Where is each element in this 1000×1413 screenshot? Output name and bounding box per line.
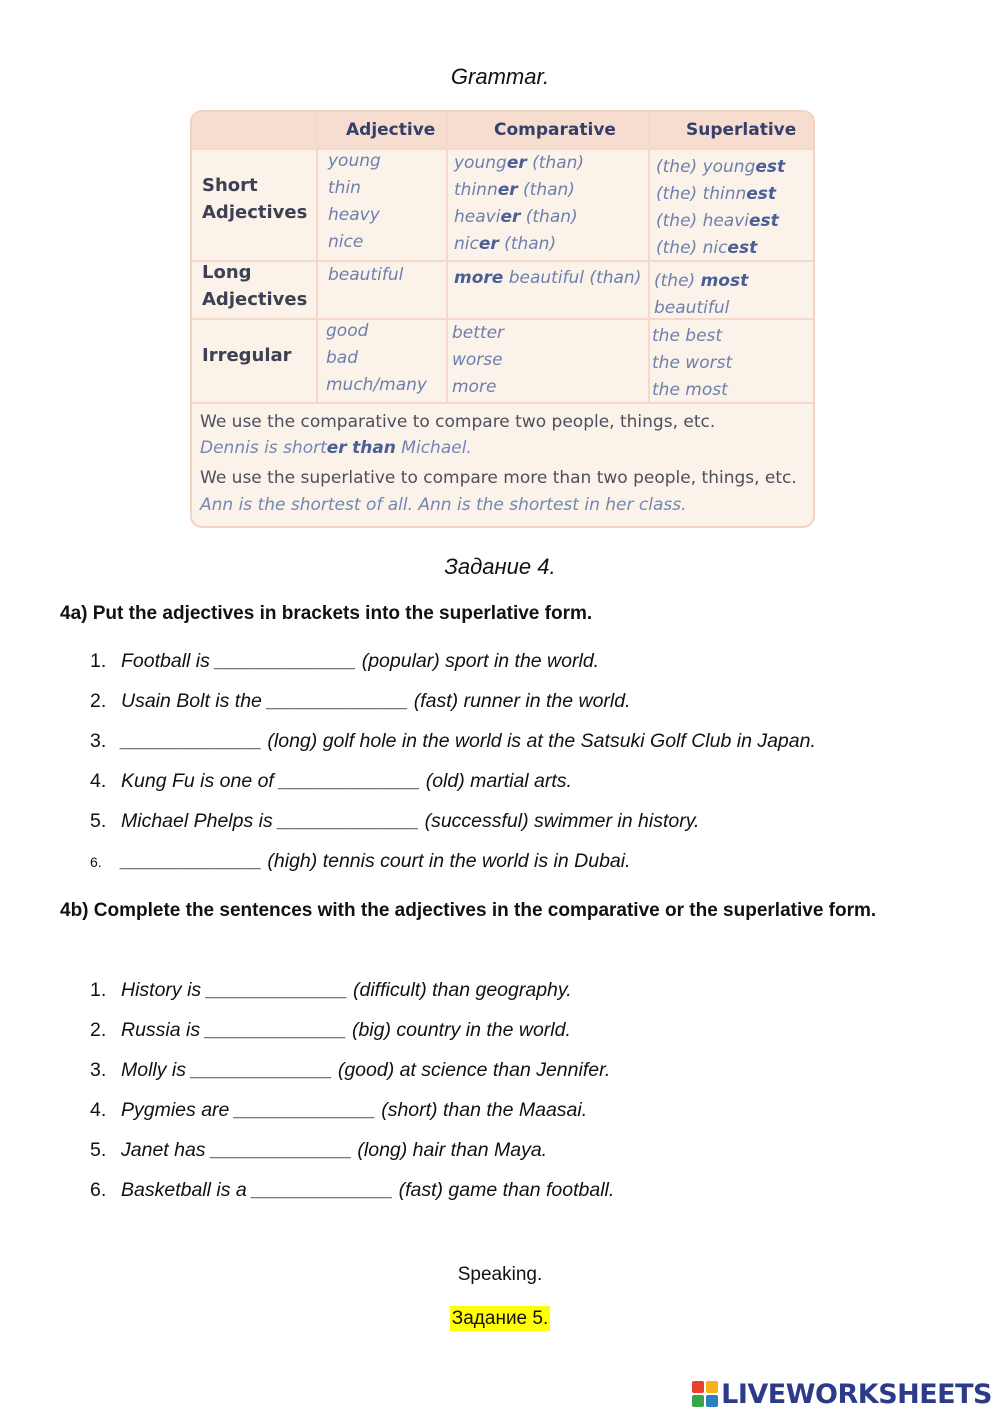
task4a-heading: 4a) Put the adjectives in brackets into the superlative form. (60, 603, 593, 624)
answer-blank[interactable]: _____________ (205, 1019, 347, 1041)
answer-blank[interactable]: _____________ (278, 810, 420, 832)
comparative-example: Dennis is shorter than Michael. (200, 438, 472, 458)
row-label-long: Long Adjectives (202, 262, 308, 310)
row-label-short: Short Adjectives (202, 175, 308, 223)
irregular-superlative-list: the best the worst the most (652, 326, 733, 400)
header-superlative: Superlative (686, 120, 797, 140)
task4-title: Задание 4. (444, 554, 556, 579)
answer-blank[interactable]: _____________ (210, 1139, 352, 1161)
irregular-adjectives-list: good bad much/many (326, 321, 427, 395)
list-item: 3. Molly is _____________ (good) at science than Jennifer. (90, 1059, 611, 1081)
header-adjective: Adjective (346, 120, 436, 140)
superlative-example: Ann is the shortest of all. Ann is the shortest in her class. (200, 495, 687, 515)
answer-blank[interactable]: _____________ (121, 850, 262, 872)
liveworksheets-logo (692, 1378, 992, 1410)
answer-blank[interactable]: _____________ (206, 979, 348, 1001)
answer-blank[interactable]: _____________ (267, 690, 409, 712)
task4b-list (90, 979, 614, 1219)
answer-blank[interactable]: _____________ (215, 650, 357, 672)
short-comparative-list: younger (than) thinner (than) heavier (than) nicer (than) (454, 153, 585, 254)
list-item: 4. Pygmies are _____________ (short) than the Maasai. (90, 1099, 588, 1121)
speaking-title: Speaking. (457, 1264, 543, 1285)
task5-title: Задание 5. (451, 1308, 549, 1329)
row-label-irregular: Irregular (202, 345, 292, 366)
answer-blank[interactable]: _____________ (121, 730, 262, 752)
answer-blank[interactable]: _____________ (234, 1099, 376, 1121)
header-comparative: Comparative (494, 120, 616, 140)
superlative-rule: We use the superlative to compare more than two people, things, etc. (200, 468, 797, 488)
comparative-rule: We use the comparative to compare two people, things, etc. (200, 412, 716, 432)
logo-icon (692, 1381, 718, 1407)
answer-blank[interactable]: _____________ (191, 1059, 333, 1081)
list-item: 2. Usain Bolt is the _____________ (fast) runner in the world. (90, 690, 631, 712)
list-item: 6. _____________ (high) tennis court in the world is in Dubai. (90, 850, 631, 872)
list-item: 4. Kung Fu is one of _____________ (old) martial arts. (90, 770, 572, 792)
list-item: 6. Basketball is a _____________ (fast) game than football. (90, 1179, 615, 1201)
list-item: 3. _____________ (long) golf hole in the world is at the Satsuki Golf Club in Japan. (90, 730, 816, 752)
short-superlative-list: (the) youngest (the) thinnest (the) heaviest (the) nicest (656, 157, 786, 258)
long-superlative: (the) most beautiful (654, 271, 749, 318)
list-item: 2. Russia is _____________ (big) country in the world. (90, 1019, 571, 1041)
answer-blank[interactable]: _____________ (252, 1179, 394, 1201)
list-item: 1. Football is _____________ (popular) sport in the world. (90, 650, 600, 672)
long-comparative: more beautiful (than) (454, 268, 642, 288)
answer-blank[interactable]: _____________ (279, 770, 421, 792)
list-item: 1. History is _____________ (difficult) than geography. (90, 979, 572, 1001)
short-adjectives-list: young thin heavy nice (328, 151, 381, 252)
irregular-comparative-list: better worse more (452, 323, 505, 397)
grammar-title: Grammar. (450, 64, 550, 89)
list-item: 5. Janet has _____________ (long) hair than Maya. (90, 1139, 548, 1161)
task4b-heading: 4b) Complete the sentences with the adjectives in the comparative or the superlative form. (60, 900, 877, 921)
task5-title-wrap (0, 1308, 1000, 1330)
long-adjective: beautiful (328, 265, 404, 285)
logo-text: LIVEWORKSHEETS (721, 1378, 992, 1410)
list-item: 5. Michael Phelps is _____________ (successful) swimmer in history. (90, 810, 700, 832)
grammar-table (190, 110, 815, 528)
task4a-list (90, 650, 816, 890)
